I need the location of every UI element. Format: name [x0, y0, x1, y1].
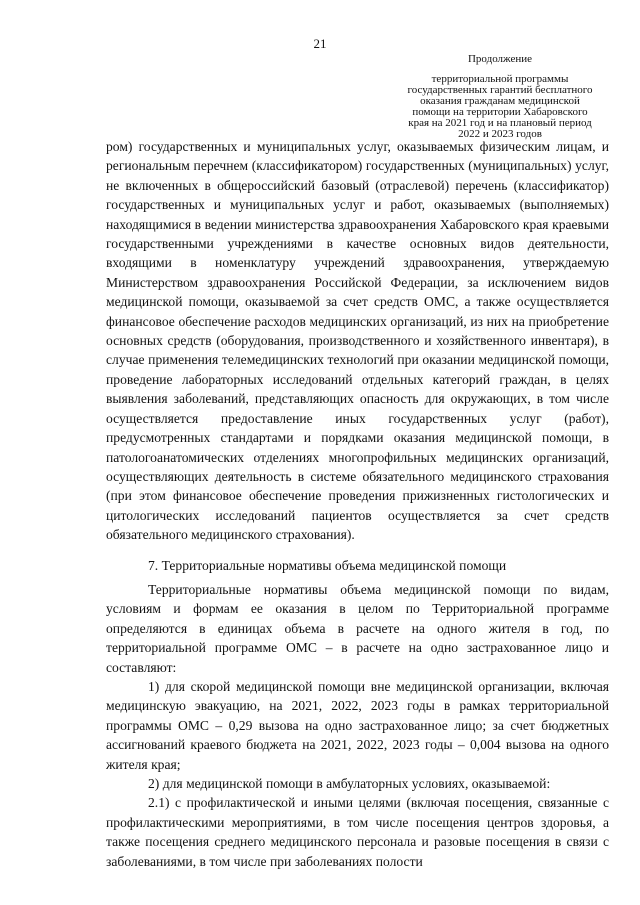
header-line: территориальной программы — [431, 73, 569, 85]
continuation-label: Продолжение — [467, 53, 533, 65]
list-item-emergency-care: 1) для скорой медицинской помощи вне медицинской организации, включая медицинскую эвакуацию, на 2021, 2022, 2023 годы в рамках территориальной программы ОМС – 0,29 вызова на одно застрахованное лицо; за счет бюджетных ассигнований краевого бюджета на 2021, 2022, 2023 годы – 0,004 вызова на одного жителя края; — [106, 678, 609, 772]
page-number: 21 — [313, 36, 327, 51]
list-item-preventive-visits: 2.1) с профилактической и иными целями (включая посещения, связанные с профилактическими мероприятиями, в том числе посещения центров здоровья, а также посещения среднего медицинского персонала и разовые посещения в связи с заболеваниями, в том числе при заболеваниях полости — [106, 795, 609, 869]
header-line: 2022 и 2023 годов — [458, 128, 542, 140]
paragraph-normatives: Территориальные нормативы объема медицинской помощи по видам, условиям и формам ее оказания в целом по Территориальной программе определяются в единицах объема в расчете на одного жителя в год, по территориальной программе ОМС – в расчете на одно застрахованное лицо и составляют: — [106, 581, 609, 675]
section-heading: 7. Территориальные нормативы объема медицинской помощи — [148, 557, 507, 573]
header-line: государственных гарантий бесплатного — [407, 84, 593, 96]
paragraph-continued: ром) государственных и муниципальных услуг, оказываемых физическим лицам, и региональным перечнем (классификатором) государственных (муниципальных) услуг, не включенных в общероссийский базовый (отраслевой) перечень (классификатор) государственных и муниципальных услуг и работ, оказываемых (выполняемых) находящимися в ведении министерства здравоохранения Хабаровского края краевыми государственными учреждениями в качестве основных видов деятельности, входящими в номенклатуру учреждений здравоохранения, утверждаемую Министерством здравоохранения Российской Федерации, за исключением видов медицинской помощи, оказываемой за счет средств ОМС, а также осуществляется финансовое обеспечение расходов медицинских организаций, из них на приобретение основных средств (оборудования, производственного и хозяйственного инвентаря), в случае применения телемедицинских технологий при оказании медицинской помощи, проведение лабораторных исследований отдельных категорий граждан, в целях выявления заболеваний, представляющих опасность для окружающих, в том числе осуществляется предоставление иных государственных услуг (работ), предусмотренных стандартами и порядками оказания медицинской помощи, в патологоанатомических отделениях многопрофильных медицинских организаций, осуществляющих деятельность в системе обязательного медицинского страхования (при этом финансовое обеспечение проведения прижизненных гистологических и цитологических исследований пациентов осуществляется за счет средств обязательного медицинского страхования). — [106, 139, 609, 543]
document-body — [106, 137, 609, 871]
list-item-outpatient-care: 2) для медицинской помощи в амбулаторных условиях, оказываемой: — [148, 776, 551, 791]
continuation-header — [395, 54, 605, 140]
header-line: края на 2021 год и на плановый период — [408, 117, 592, 129]
header-line: оказания гражданам медицинской — [420, 95, 580, 107]
header-line: помощи на территории Хабаровского — [412, 106, 588, 118]
